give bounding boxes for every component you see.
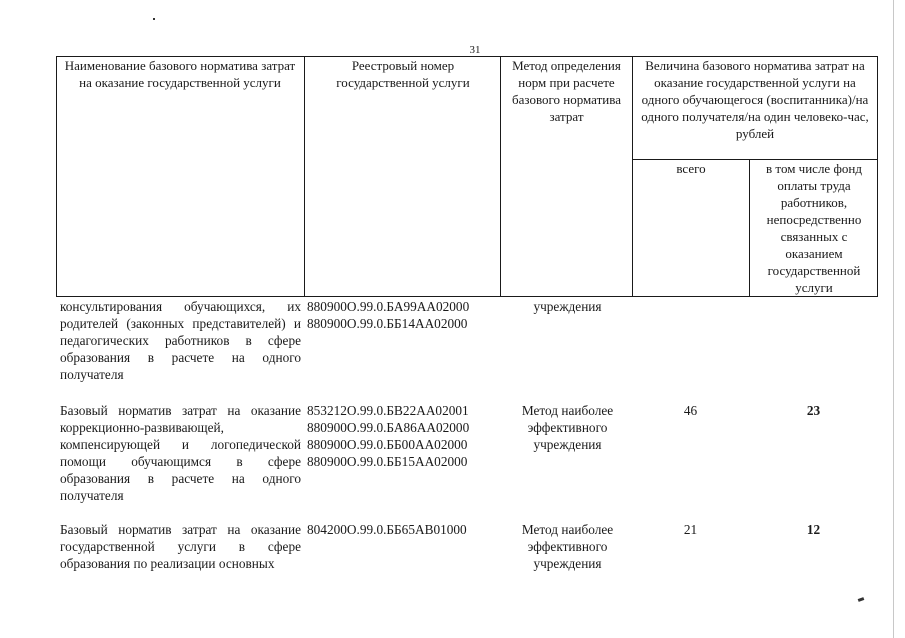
col-divider (632, 56, 633, 297)
col-divider (56, 56, 57, 297)
registry-code: 880900О.99.0.ББ00АА02000 (307, 437, 468, 452)
header-norm-value: Величина базового норматива затрат на оказание государственной услуги на одного обучающегося (воспитанника)/на одного получателя/на один человеко-час, рублей (641, 58, 869, 141)
row-3-method: Метод наиболее эффективного учреждения (521, 522, 614, 571)
registry-code: 880900О.99.0.БА86АА02000 (307, 420, 470, 435)
registry-code: 880900О.99.0.ББ14АА02000 (307, 316, 468, 331)
row-1-name: консультирования обучающихся, их родителей (законных представителей) и педагогических работников в сфере образования в расчете на одного получателя (60, 299, 301, 382)
row-2-total: 46 (683, 403, 698, 418)
scan-speck (858, 597, 865, 602)
row-1-method: учреждения (533, 299, 602, 314)
header-payroll: в том числе фонд оплаты труда работников, непосредственно связанных с оказанием государственной услуги (766, 161, 862, 295)
registry-code: 853212О.99.0.БВ22АА02001 (307, 403, 469, 418)
row-3-name: Базовый норматив затрат на оказание государственной услуги в сфере образования по реализации основных (60, 522, 301, 571)
page-edge-line (893, 0, 894, 638)
header-name: Наименование базового норматива затрат на оказание государственной услуги (64, 58, 296, 90)
header-total: всего (676, 161, 706, 176)
col-divider (304, 56, 305, 297)
col-divider (749, 159, 750, 297)
row-3-payroll: 12 (806, 522, 821, 537)
registry-code: 804200О.99.0.ББ65АВ01000 (307, 522, 467, 537)
row-2-payroll: 23 (806, 403, 821, 418)
scan-speck (153, 18, 155, 20)
row-3-total: 21 (683, 522, 698, 537)
table-header-bottom-border (56, 296, 878, 297)
page-number: 31 (469, 44, 481, 56)
header-registry-number: Реестровый номер государственной услуги (336, 58, 470, 90)
registry-code: 880900О.99.0.БА99АА02000 (307, 299, 470, 314)
row-2-method: Метод наиболее эффективного учреждения (521, 403, 614, 452)
row-3-codes (307, 521, 497, 538)
col-divider (500, 56, 501, 297)
row-2-name: Базовый норматив затрат на оказание коррекционно-развивающей, компенсирующей и логопедической помощи обучающимся в сфере образования в расчете на одного получателя (60, 403, 301, 503)
row-1-codes (307, 298, 497, 332)
col-divider (877, 56, 878, 297)
row-2-codes (307, 402, 497, 470)
header-method: Метод определения норм при расчете базового норматива затрат (512, 58, 621, 124)
registry-code: 880900О.99.0.ББ15АА02000 (307, 454, 468, 469)
